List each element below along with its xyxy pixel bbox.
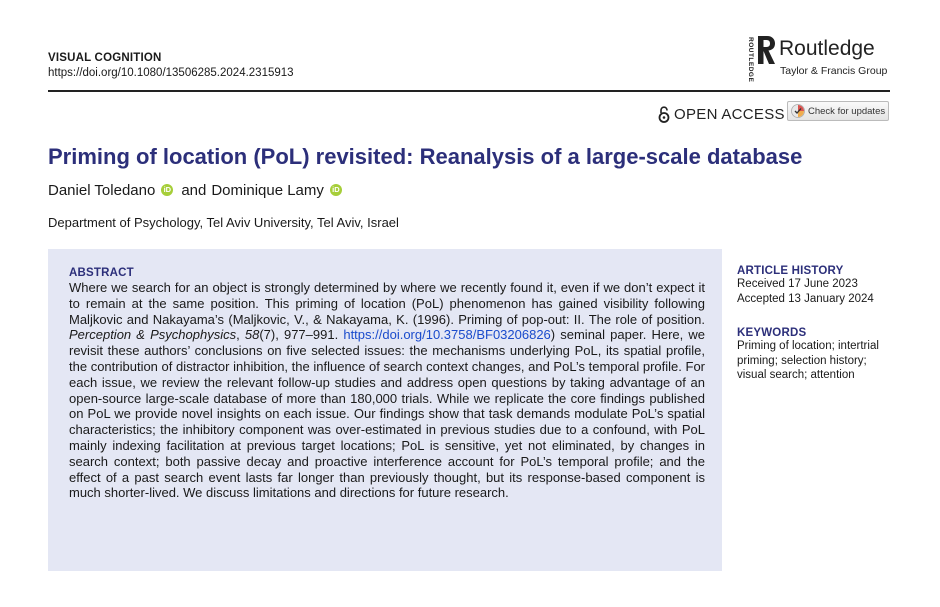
crossmark-icon xyxy=(791,104,805,118)
journal-reference: Perception & Psychophysics xyxy=(69,327,237,343)
check-updates-button[interactable] xyxy=(787,101,889,121)
publisher-logo[interactable] xyxy=(744,35,894,81)
publisher-side-text: ROUTLEDGE xyxy=(747,37,754,83)
orcid-icon[interactable]: iD xyxy=(330,184,342,196)
author-list xyxy=(48,182,350,199)
publisher-name: Routledge xyxy=(779,37,875,60)
doi-link[interactable]: https://doi.org/10.1080/13506285.2024.2315913 xyxy=(48,67,294,79)
reference-doi-link[interactable]: https://doi.org/10.3758/BF03206826 xyxy=(343,327,551,343)
abstract-box xyxy=(48,249,722,571)
article-title: Priming of location (PoL) revisited: Reanalysis of a large-scale database xyxy=(48,144,803,169)
history-heading: ARTICLE HISTORY xyxy=(737,265,844,277)
abstract-heading: ABSTRACT xyxy=(69,267,134,279)
open-access-badge xyxy=(658,106,785,123)
article-history xyxy=(737,265,874,306)
author-name[interactable]: Daniel Toledano xyxy=(48,182,156,199)
orcid-icon[interactable]: iD xyxy=(161,184,173,196)
keywords-section xyxy=(737,327,897,383)
open-lock-icon xyxy=(658,106,670,123)
abstract-text: Where we search for an object is strongly determined by where we recently found it, even if we don’t expect it to remain at the same position. This priming of location (PoL) phenomenon has gained visibility following Maljkovic and Nakayama’s (Maljkovic, V., & Nakayama, K. (1996). Priming of pop-out: II. The role of position. Perception & Psychophysics, 58(7), 977–991. https://doi.org/10.3758/BF03206826) seminal paper. Here, we revisit these authors’ conclusions on five selected issues: the mechanisms underlying PoL, its spatial profile, the contribution of distractor inhibition, the influence of search context changes, and PoL’s temporal profile. For each issue, we review the relevant follow-up studies and address open questions by taking advantage of an open-source large-scale database of more than 180,000 trials. While we replicate the core findings published on PoL we provide novel insights on each issue. Our findings show that task demands modulate PoL’s spatial characteristics; the inhibitory component was over-estimated in previous studies due to a confound, with PoL mainly indexing facilitation at previous target locations; PoL is sensitive, yet not eliminated, by changes in search context; both passive decay and proactive interference account for PoL’s temporal profile; and the effect of a past search event lasts far longer than previously thought, but its response-based component is much shorter-lived. We discuss limitations and directions for future research. xyxy=(69,280,706,501)
author-separator: and xyxy=(181,182,207,199)
affiliation: Department of Psychology, Tel Aviv University, Tel Aviv, Israel xyxy=(48,215,399,230)
keywords-list: Priming of location; intertrial priming; selection history; visual search; attention xyxy=(737,340,879,381)
author-name[interactable]: Dominique Lamy xyxy=(211,182,324,199)
open-access-label: OPEN ACCESS xyxy=(674,106,785,123)
volume-number: 58 xyxy=(244,327,260,343)
publisher-group: Taylor & Francis Group xyxy=(780,65,888,77)
header-rule xyxy=(48,90,890,92)
accepted-date: Accepted 13 January 2024 xyxy=(737,292,874,305)
received-date: Received 17 June 2023 xyxy=(737,278,858,290)
keywords-heading: KEYWORDS xyxy=(737,327,807,339)
routledge-r-icon xyxy=(756,35,776,65)
check-updates-label: Check for updates xyxy=(808,105,886,117)
journal-name: VISUAL COGNITION xyxy=(48,52,162,64)
